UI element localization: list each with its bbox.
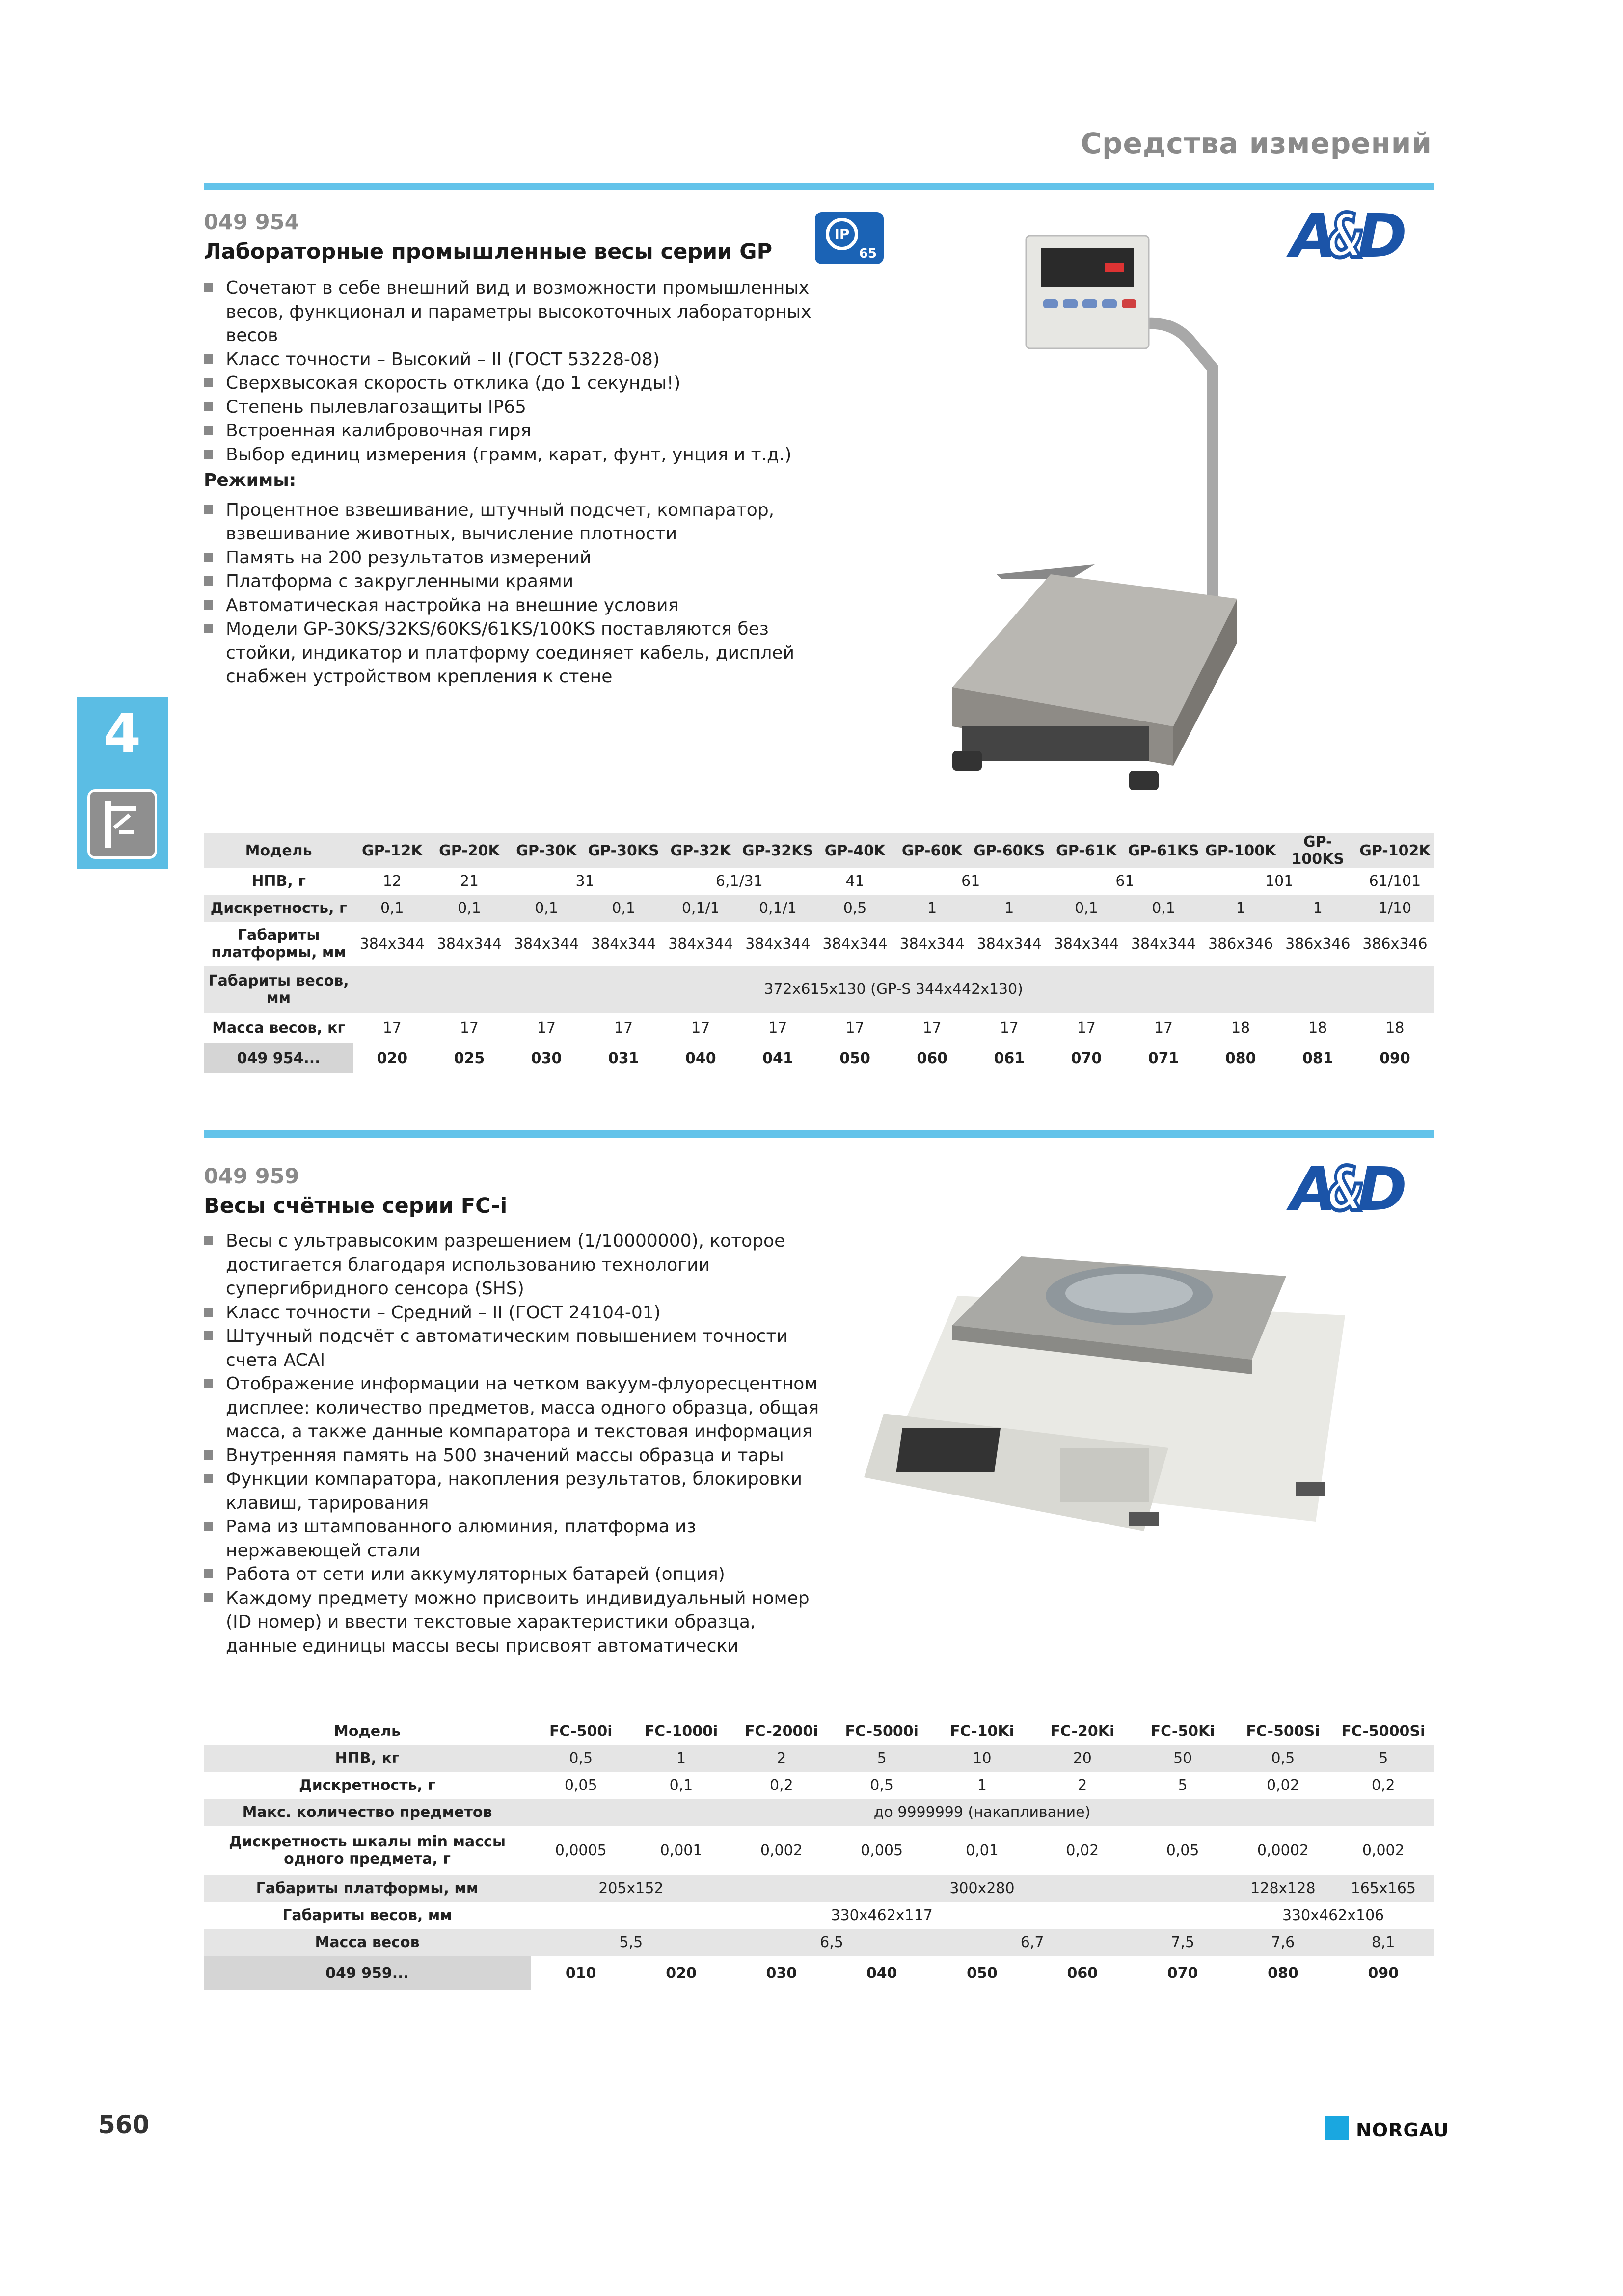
row-label: 049 954... xyxy=(204,1043,353,1073)
row-label: Габариты платформы, мм xyxy=(204,1875,531,1902)
feature-item: Сверхвысокая скорость отклика (до 1 секунды!) xyxy=(204,372,822,396)
scale-cell: 0,01 xyxy=(966,1842,999,1859)
scale-cell: 0,002 xyxy=(1362,1842,1405,1859)
model-cell: GP-12K xyxy=(353,833,431,868)
disc-cell: 1 xyxy=(1202,895,1279,922)
feature-item: Весы с ультравысоким разрешением (1/10000000), которое достигается благодаря использованию технологии супергибридного сенсора (SHS) xyxy=(204,1229,822,1301)
npv-cell: 41 xyxy=(845,873,865,890)
disc-cell: 0,5 xyxy=(870,1777,894,1794)
npv-cell: 5 xyxy=(1333,1745,1434,1772)
disc-cell: 0,02 xyxy=(1267,1777,1299,1794)
feature-block xyxy=(204,276,822,689)
disc-cell: 1 xyxy=(971,895,1048,922)
model-cell: GP-102K xyxy=(1356,833,1434,868)
feature-item: Класс точности – Высокий – II (ГОСТ 53228-08) xyxy=(204,348,822,372)
feature-item: Работа от сети или аккумуляторных батарей (опция) xyxy=(204,1563,822,1587)
model-cell: FC-10Ki xyxy=(950,1723,1014,1740)
mass-cell: 18 xyxy=(1308,1019,1327,1037)
row-label: Дискретность, г xyxy=(298,1777,436,1794)
npv-cell: 1 xyxy=(631,1745,731,1772)
platform-cell: 384x344 xyxy=(976,935,1042,953)
mass-cell: 5,5 xyxy=(531,1929,731,1956)
mass-cell: 17 xyxy=(691,1019,710,1037)
ip-value: 65 xyxy=(859,246,877,261)
model-cell: FC-2000i xyxy=(745,1723,818,1740)
platform-cell: 386x346 xyxy=(1285,935,1351,953)
npv-cell: 61 xyxy=(1115,873,1135,890)
order-code-cell[interactable]: 050 xyxy=(839,1049,870,1067)
product-code: 049 954 xyxy=(204,210,299,235)
order-code-cell[interactable]: 030 xyxy=(531,1049,562,1067)
scale-cell: 0,05 xyxy=(1166,1842,1199,1859)
feature-block xyxy=(204,1229,822,1658)
platform-cell: 384x344 xyxy=(591,935,656,953)
disc-cell: 1/10 xyxy=(1356,895,1434,922)
row-label: 049 959... xyxy=(204,1956,531,1990)
chapter-number: 4 xyxy=(103,702,141,765)
npv-cell: 0,5 xyxy=(1233,1745,1333,1772)
order-code-cell[interactable]: 071 xyxy=(1148,1049,1179,1067)
mass-cell: 18 xyxy=(1385,1019,1405,1037)
order-code-cell[interactable]: 060 xyxy=(1067,1964,1098,1982)
platform-cell: 165x165 xyxy=(1333,1875,1434,1902)
disc-cell: 0,5 xyxy=(816,895,893,922)
order-code-cell[interactable]: 090 xyxy=(1380,1049,1410,1067)
mode-item: Память на 200 результатов измерений xyxy=(204,546,822,570)
order-code-cell[interactable]: 061 xyxy=(994,1049,1025,1067)
row-label: Габариты весов, мм xyxy=(282,1907,452,1924)
mass-cell: 17 xyxy=(1154,1019,1173,1037)
mass-cell: 17 xyxy=(768,1019,787,1037)
disc-cell: 1 xyxy=(977,1777,987,1794)
row-label: НПВ, кг xyxy=(204,1745,531,1772)
brand-name: NORGAU xyxy=(1356,2119,1449,2141)
and-logo: A&D xyxy=(1290,201,1402,271)
feature-item: Рама из штампованного алюминия, платформа из нержавеющей стали xyxy=(204,1515,822,1563)
order-code-cell[interactable]: 070 xyxy=(1071,1049,1102,1067)
npv-cell: 31 xyxy=(575,873,595,890)
platform-cell: 384x344 xyxy=(668,935,733,953)
order-code-cell[interactable]: 020 xyxy=(377,1049,408,1067)
scale-cell: 0,001 xyxy=(660,1842,703,1859)
order-code-cell[interactable]: 020 xyxy=(666,1964,697,1982)
platform-cell: 384x344 xyxy=(1054,935,1119,953)
order-code-cell[interactable]: 080 xyxy=(1268,1964,1298,1982)
mode-item: Модели GP-30KS/32KS/60KS/61KS/100KS поставляются без стойки, индикатор и платформу соединяет кабель, дисплей снабжен устройством крепления к стене xyxy=(204,617,822,689)
mode-item: Автоматическая настройка на внешние условия xyxy=(204,594,822,618)
model-cell: FC-5000i xyxy=(845,1723,919,1740)
mass-cell: 17 xyxy=(1000,1019,1019,1037)
model-cell: GP-40K xyxy=(816,833,893,868)
row-label: Масса весов xyxy=(204,1929,531,1956)
platform-cell: 128x128 xyxy=(1233,1875,1333,1902)
product-code: 049 959 xyxy=(204,1164,299,1189)
modes-heading: Режимы: xyxy=(204,470,297,490)
npv-cell: 6,1/31 xyxy=(715,873,763,890)
model-cell: GP-60K xyxy=(893,833,971,868)
scale-cell: 0,005 xyxy=(861,1842,903,1859)
scale-cell: 0,0005 xyxy=(555,1842,607,1859)
row-label: Габариты платформы, мм xyxy=(211,927,346,961)
platform-cell: 384x344 xyxy=(359,935,425,953)
order-code-cell[interactable]: 050 xyxy=(967,1964,998,1982)
disc-cell: 5 xyxy=(1178,1777,1188,1794)
section-rule xyxy=(204,1130,1434,1138)
row-label: Макс. количество предметов xyxy=(204,1799,531,1826)
platform-cell: 384x344 xyxy=(1131,935,1196,953)
platform-cell: 384x344 xyxy=(745,935,811,953)
feature-item: Отображение информации на четком вакуум-флуоресцентном дисплее: количество предметов, масса одного образца, общая масса, а также данные компаратора и текстовая информация xyxy=(204,1372,822,1444)
model-cell: FC-20Ki xyxy=(1050,1723,1115,1740)
order-code-cell[interactable]: 025 xyxy=(454,1049,485,1067)
scale-cell: 0,02 xyxy=(1066,1842,1099,1859)
npv-cell: 101 xyxy=(1265,873,1294,890)
row-label: Габариты весов, мм xyxy=(204,966,353,1013)
feature-list xyxy=(204,1229,822,1658)
platform-cell: 386x346 xyxy=(1362,935,1428,953)
row-label: Модель xyxy=(204,833,353,868)
model-cell: GP-30K xyxy=(508,833,585,868)
platform-cell: 205x152 xyxy=(531,1875,731,1902)
modes-list xyxy=(204,499,822,689)
page-number: 560 xyxy=(98,2110,150,2139)
model-cell: GP-20K xyxy=(431,833,508,868)
product-title: Весы счётные серии FC-i xyxy=(204,1194,508,1218)
order-code-cell[interactable]: 080 xyxy=(1225,1049,1256,1067)
model-cell: FC-500i xyxy=(549,1723,613,1740)
mass-cell: 17 xyxy=(537,1019,556,1037)
mass-cell: 6,7 xyxy=(932,1929,1133,1956)
mass-cell: 17 xyxy=(460,1019,479,1037)
order-code-cell[interactable]: 010 xyxy=(565,1964,596,1982)
brand-square-icon xyxy=(1325,2116,1349,2140)
feature-item: Внутренняя память на 500 значений массы образца и тары xyxy=(204,1444,822,1468)
model-cell: GP-30KS xyxy=(585,833,662,868)
npv-cell: 5 xyxy=(832,1745,932,1772)
order-code-cell[interactable]: 060 xyxy=(917,1049,947,1067)
disc-cell: 0,1 xyxy=(508,895,585,922)
ip65-badge xyxy=(815,212,884,264)
ip-label: IP xyxy=(826,218,858,250)
feature-item: Функции компаратора, накопления результатов, блокировки клавиш, тарирования xyxy=(204,1468,822,1515)
mass-cell: 17 xyxy=(614,1019,633,1037)
mass-cell: 8,1 xyxy=(1333,1929,1434,1956)
platform-cell: 384x344 xyxy=(436,935,502,953)
disc-cell: 0,05 xyxy=(564,1777,597,1794)
disc-cell: 2 xyxy=(1078,1777,1087,1794)
npv-cell: 50 xyxy=(1133,1745,1233,1772)
dims-cell: 330x462x117 xyxy=(831,1907,933,1924)
mass-cell: 17 xyxy=(922,1019,942,1037)
order-code-cell[interactable]: 031 xyxy=(608,1049,639,1067)
order-code-cell[interactable]: 081 xyxy=(1302,1049,1333,1067)
dims-cell: 330x462x106 xyxy=(1282,1907,1384,1924)
feature-item: Штучный подсчёт с автоматическим повышением точности счета ACAI xyxy=(204,1325,822,1372)
order-code-cell[interactable]: 030 xyxy=(766,1964,797,1982)
header-rule xyxy=(204,183,1434,190)
platform-cell: 384x344 xyxy=(899,935,965,953)
maxcount-cell: до 9999999 (накапливание) xyxy=(531,1799,1434,1826)
npv-cell: 2 xyxy=(731,1745,832,1772)
mode-item: Процентное взвешивание, штучный подсчет, компаратор, взвешивание животных, вычисление плотности xyxy=(204,499,822,546)
disc-cell: 0,1 xyxy=(431,895,508,922)
order-code-cell[interactable]: 041 xyxy=(762,1049,793,1067)
row-label: Модель xyxy=(334,1723,401,1740)
model-cell: GP-100K xyxy=(1202,833,1279,868)
disc-cell: 1 xyxy=(1279,895,1356,922)
npv-cell: 12 xyxy=(382,873,402,890)
row-label: Дискретность, г xyxy=(204,895,353,922)
model-cell: GP-100KS xyxy=(1279,833,1356,868)
disc-cell: 0,1 xyxy=(1125,895,1202,922)
mass-cell: 7,6 xyxy=(1233,1929,1333,1956)
disc-cell: 0,1 xyxy=(353,895,431,922)
caliper-icon xyxy=(87,789,157,859)
chapter-tab[interactable] xyxy=(77,697,168,869)
and-logo: A&D xyxy=(1290,1154,1402,1224)
disc-cell: 0,1 xyxy=(669,1777,693,1794)
platform-cell: 386x346 xyxy=(1208,935,1273,953)
npv-cell: 61/101 xyxy=(1369,873,1421,890)
disc-cell: 0,2 xyxy=(769,1777,793,1794)
mass-cell: 17 xyxy=(1077,1019,1096,1037)
model-cell: FC-500Si xyxy=(1246,1723,1320,1740)
fc-spec-table xyxy=(204,1718,1434,1990)
platform-cell: 300x280 xyxy=(731,1875,1233,1902)
order-code-cell[interactable]: 040 xyxy=(685,1049,716,1067)
model-cell: FC-50Ki xyxy=(1150,1723,1215,1740)
model-cell: GP-60KS xyxy=(971,833,1048,868)
feature-list xyxy=(204,276,822,467)
mass-cell: 18 xyxy=(1231,1019,1250,1037)
feature-item: Каждому предмету можно присвоить индивидуальный номер (ID номер) и ввести текстовые характеристики образца, данные единицы массы весы присвоят автоматически xyxy=(204,1587,822,1658)
npv-cell: 61 xyxy=(961,873,980,890)
disc-cell: 0,1/1 xyxy=(739,895,816,922)
model-cell: FC-1000i xyxy=(644,1723,718,1740)
npv-cell: 10 xyxy=(932,1745,1032,1772)
gp-spec-table xyxy=(204,833,1434,1073)
mass-cell: 17 xyxy=(382,1019,402,1037)
order-code-cell[interactable]: 070 xyxy=(1167,1964,1198,1982)
feature-item: Выбор единиц измерения (грамм, карат, фунт, унция и т.д.) xyxy=(204,443,822,467)
mass-cell: 17 xyxy=(845,1019,865,1037)
row-label: Масса весов, кг xyxy=(212,1019,346,1037)
npv-cell: 0,5 xyxy=(531,1745,631,1772)
feature-item: Сочетают в себе внешний вид и возможности промышленных весов, функционал и параметры высокоточных лабораторных весов xyxy=(204,276,822,348)
model-cell: GP-61K xyxy=(1048,833,1125,868)
model-cell: GP-32KS xyxy=(739,833,816,868)
row-label: Дискретность шкалы min массы одного предмета, г xyxy=(229,1833,506,1868)
npv-cell: 21 xyxy=(460,873,479,890)
model-cell: GP-61KS xyxy=(1125,833,1202,868)
mass-cell: 7,5 xyxy=(1133,1929,1233,1956)
scale-cell: 0,0002 xyxy=(1257,1842,1309,1859)
disc-cell: 0,1 xyxy=(1048,895,1125,922)
order-code-cell[interactable]: 090 xyxy=(1368,1964,1399,1982)
product-title: Лабораторные промышленные весы серии GP xyxy=(204,240,773,264)
scale-cell: 0,002 xyxy=(760,1842,803,1859)
section-title: Средства измерений xyxy=(1081,127,1432,160)
platform-cell: 384x344 xyxy=(822,935,888,953)
mode-item: Платформа с закругленными краями xyxy=(204,570,822,594)
dims-cell: 372x615x130 (GP-S 344x442x130) xyxy=(353,966,1434,1013)
row-label: НПВ, г xyxy=(251,873,306,890)
fc-scale-image xyxy=(854,1247,1384,1590)
feature-item: Встроенная калибровочная гиря xyxy=(204,419,822,443)
disc-cell: 1 xyxy=(893,895,971,922)
feature-item: Степень пылевлагозащиты IP65 xyxy=(204,396,822,420)
model-cell: FC-5000Si xyxy=(1341,1723,1426,1740)
platform-cell: 384x344 xyxy=(514,935,579,953)
disc-cell: 0,2 xyxy=(1371,1777,1395,1794)
npv-cell: 20 xyxy=(1032,1745,1133,1772)
gp-scale-image xyxy=(933,221,1276,810)
model-cell: GP-32K xyxy=(662,833,739,868)
order-code-cell[interactable]: 040 xyxy=(866,1964,897,1982)
disc-cell: 0,1/1 xyxy=(662,895,739,922)
feature-item: Класс точности – Средний – II (ГОСТ 24104-01) xyxy=(204,1301,822,1325)
mass-cell: 6,5 xyxy=(731,1929,932,1956)
disc-cell: 0,1 xyxy=(585,895,662,922)
